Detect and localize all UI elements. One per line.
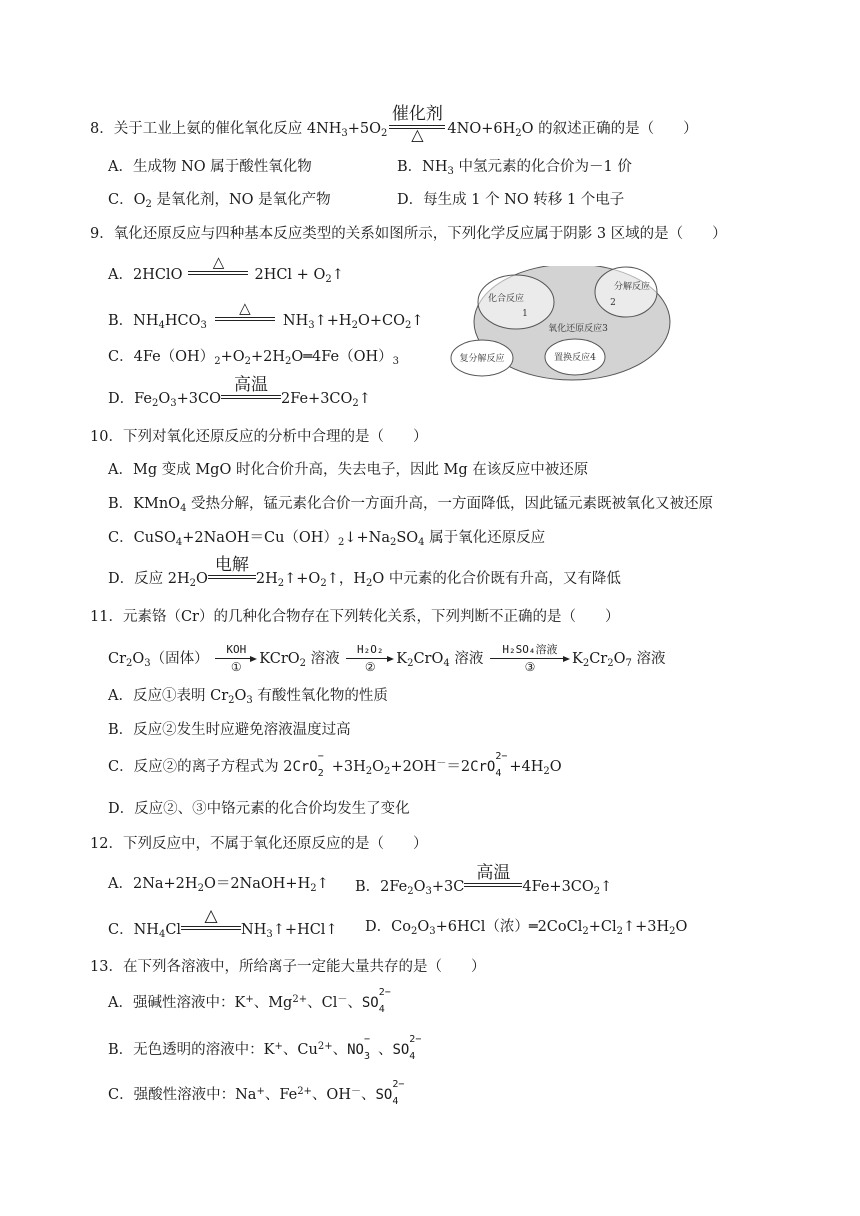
q11-option-a: A．反应①表明 $Cr_2O_3$ 有酸性氧化物的性质 [108, 688, 388, 706]
ion-cro2: CrO − 2 [292, 751, 324, 779]
ion-so4: SO 2− 4 [375, 1079, 405, 1107]
q10-stem: 10．下列对氧化还原反应的分析中合理的是（ ） [90, 429, 428, 445]
condition-heat: △ [181, 920, 241, 934]
ion-cro4: CrO 2− 4 [470, 751, 508, 779]
q8-stem: 8．关于工业上氨的催化氧化反应 $4NH_3+5O_2$ 催化剂 △ $4NO+6H_2O$ 的叙述正确的是（ ） [90, 104, 698, 144]
q13-option-a: A．强碱性溶液中：K+、$Mg^{2+}$、Cl－、SO 2− 4 [108, 987, 391, 1015]
q8-option-a: A．生成物 NO 属于酸性氧化物 [108, 159, 312, 175]
q9-stem: 9．氧化还原反应与四种基本反应类型的关系如图所示，下列化学反应属于阴影 3 区域的是（ ） [90, 226, 727, 242]
q12-stem: 12．下列反应中，不属于氧化还原反应的是（ ） [90, 836, 428, 852]
q11-stem: 11．元素铬（Cr）的几种化合物存在下列转化关系，下列判断不正确的是（ ） [90, 609, 620, 625]
q9-option-c: C．$4Fe(OH)_2+O_2+2H_2O═4Fe(OH)_3$ [108, 349, 400, 367]
label-region-1: 1 [522, 309, 528, 319]
q8-option-c: C．$O_2$ 是氧化剂，NO 是氧化产物 [108, 192, 331, 210]
q11-option-d: D．反应②、③中铬元素的化合价均发生了变化 [108, 801, 410, 817]
q11-option-b: B．反应②发生时应避免溶液温度过高 [108, 722, 351, 738]
condition-catalyst-heat: 催化剂 △ [389, 119, 445, 133]
label-region-2: 2 [610, 298, 616, 308]
q8-option-d: D．每生成 1 个 NO 转移 1 个电子 [397, 192, 625, 208]
q9-option-b: B．$NH_4HCO_3$ △ $NH_3↑+H_2O+CO_2↑$ [108, 299, 424, 331]
condition-high-temp: 高温 [464, 877, 522, 891]
q13-option-c: C．强酸性溶液中：Na+、$Fe^{2+}$、OH－、SO 2− 4 [108, 1079, 405, 1107]
condition-heat: △ [215, 311, 275, 325]
q10-option-b: B．KMnO$_4$ 受热分解，锰元素化合价一方面升高，一方面降低，因此锰元素既被氧化又被还原 [108, 496, 714, 514]
ion-so4: SO 2− 4 [361, 987, 391, 1015]
condition-high-temp: 高温 [221, 389, 281, 403]
q12-option-b: B．$2Fe_2O_3+3C$ 高温 $4Fe+3CO_2↑$ [355, 863, 613, 897]
q12-option-d: D．$Co_2O_3+6HCl$（浓）$═2CoCl_2+Cl_2↑+3H_2O$ [365, 919, 688, 937]
q13-stem: 13．在下列各溶液中，所给离子一定能大量共存的是（ ） [90, 959, 486, 975]
label-redox: 氧化还原反应3 [548, 324, 608, 334]
q10-option-a: A．Mg 变成 MgO 时化合价升高，失去电子，因此 Mg 在该反应中被还原 [108, 462, 589, 478]
label-combination: 化合反应 [487, 294, 525, 304]
q13-option-b: B．无色透明的溶液中：K+、$Cu^{2+}$、NO − 3 、SO 2− 4 [108, 1034, 422, 1062]
q12-option-a: A．$2Na+2H_2O=2NaOH+H_2↑$ [108, 876, 329, 894]
decomposition-circle [595, 267, 657, 317]
q9-option-a: A．2HClO △ $2HCl + O_2↑$ [108, 253, 344, 285]
label-displacement: 置换反应4 [554, 353, 596, 363]
q9-option-d: D．$Fe_2O_3+3CO$ 高温 $2Fe+3CO_2↑$ [108, 375, 371, 409]
arrow-step-3: H₂SO₄溶液 ③ [490, 649, 570, 663]
q11-conversion-chain: $Cr_2O_3$（固体） KOH ① KCrO$_2$ 溶液 H₂O₂ ② $K_2CrO_4$ 溶液 H₂SO₄溶液 ③ $K_2Cr_2O_7$ 溶液 [108, 643, 666, 674]
q11-option-c: C．反应②的离子方程式为 2CrO − 2 $+3H_2O_2+2OH^-=2CrO$ 2− 4 $+4H_2O$ [108, 751, 562, 779]
arrow-step-1: KOH ① [215, 649, 257, 663]
condition-electrolysis: 电解 [208, 569, 256, 583]
ion-no3: NO − 3 [347, 1034, 370, 1062]
q12-option-c: C．$NH_4Cl$ △ $NH_3↑+HCl↑$ [108, 906, 338, 940]
label-decomposition: 分解反应 [613, 282, 651, 292]
reaction-type-venn-diagram [448, 266, 688, 386]
q10-option-d: D．反应 $2H_2O$ 电解 $2H_2↑+O_2↑$，$H_2O$ 中元素的化合价既有升高，又有降低 [108, 555, 621, 589]
q8-option-b: B．$NH_3$ 中氢元素的化合价为－1 价 [397, 159, 632, 177]
condition-heat: △ [188, 265, 248, 279]
ion-so4: SO 2− 4 [392, 1034, 422, 1062]
label-double-displacement: 复分解反应 [459, 354, 505, 364]
arrow-step-2: H₂O₂ ② [346, 649, 394, 663]
q10-option-c: C．$CuSO_4+2NaOH=Cu(OH)_2↓+Na_2SO_4$ 属于氧化还原反应 [108, 530, 546, 548]
